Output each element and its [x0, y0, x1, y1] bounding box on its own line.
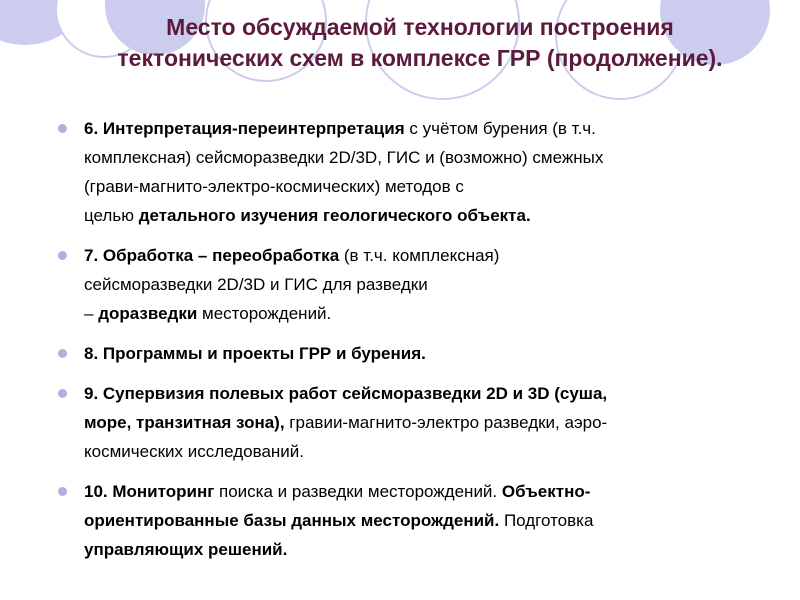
- text: комплексная) сейсморазведки 2D/3D, ГИС и (возможно) смежных: [84, 148, 604, 167]
- bullet-line: [84, 172, 778, 201]
- bold-text: море, транзитная зона),: [84, 413, 285, 432]
- text: гравии-магнито-электро разведки, аэро-: [284, 413, 608, 432]
- text: –: [84, 304, 99, 323]
- bullet-dot-icon: [58, 124, 67, 133]
- text: (грави-магнито-электро-космических) методов с: [84, 177, 464, 196]
- bullet-dot-icon: [58, 349, 67, 358]
- text: сейсморазведки 2D/3D и ГИС для разведки: [84, 275, 428, 294]
- bold-text: Объектно-: [501, 482, 591, 501]
- bullet-line: [84, 270, 778, 299]
- bold-text: управляющих решений.: [84, 540, 288, 559]
- bullet-item: [58, 379, 778, 466]
- text: с учётом бурения (в т.ч.: [404, 119, 596, 138]
- bold-text: 9. Супервизия полевых работ сейсморазведки 2D и 3D (суша,: [84, 384, 608, 403]
- bold-text: ориентированные базы данных месторождений.: [84, 511, 500, 530]
- bold-text: 7. Обработка – переобработка: [84, 246, 340, 265]
- bold-text: 8. Программы и проекты ГРР и бурения.: [84, 344, 426, 363]
- text: поиска и разведки месторождений.: [214, 482, 502, 501]
- bullet-line: [84, 114, 778, 143]
- bullet-line: [84, 408, 778, 437]
- bullet-dot-icon: [58, 389, 67, 398]
- bullet-line: [84, 535, 778, 564]
- bold-text: 6. Интерпретация-переинтерпретация: [84, 119, 405, 138]
- text: Подготовка: [499, 511, 594, 530]
- bullet-item: [58, 339, 778, 368]
- text: (в т.ч. комплексная): [339, 246, 500, 265]
- bullet-line: [84, 477, 778, 506]
- bullet-list: [58, 114, 778, 575]
- slide-title: [0, 12, 800, 74]
- bold-text: 10. Мониторинг: [84, 482, 215, 501]
- bullet-item: [58, 241, 778, 328]
- slide-title-line-1: Место обсуждаемой технологии построения: [166, 14, 674, 40]
- slide-title-line-2: тектонических схем в комплексе ГРР (продолжение).: [117, 45, 723, 71]
- bullet-line: [84, 506, 778, 535]
- bullet-line: [84, 437, 778, 466]
- bullet-line: [84, 241, 778, 270]
- bullet-line: [84, 379, 778, 408]
- text: космических исследований.: [84, 442, 305, 461]
- bullet-item: [58, 477, 778, 564]
- bullet-dot-icon: [58, 251, 67, 260]
- bullet-item: [58, 114, 778, 230]
- bullet-dot-icon: [58, 487, 67, 496]
- bold-text: доразведки: [98, 304, 198, 323]
- text: месторождений.: [197, 304, 332, 323]
- bullet-line: [84, 143, 778, 172]
- bullet-line: [84, 299, 778, 328]
- bullet-line: [84, 201, 778, 230]
- bold-text: детального изучения геологического объекта.: [138, 206, 531, 225]
- bullet-line: [84, 339, 778, 368]
- text: целью: [84, 206, 139, 225]
